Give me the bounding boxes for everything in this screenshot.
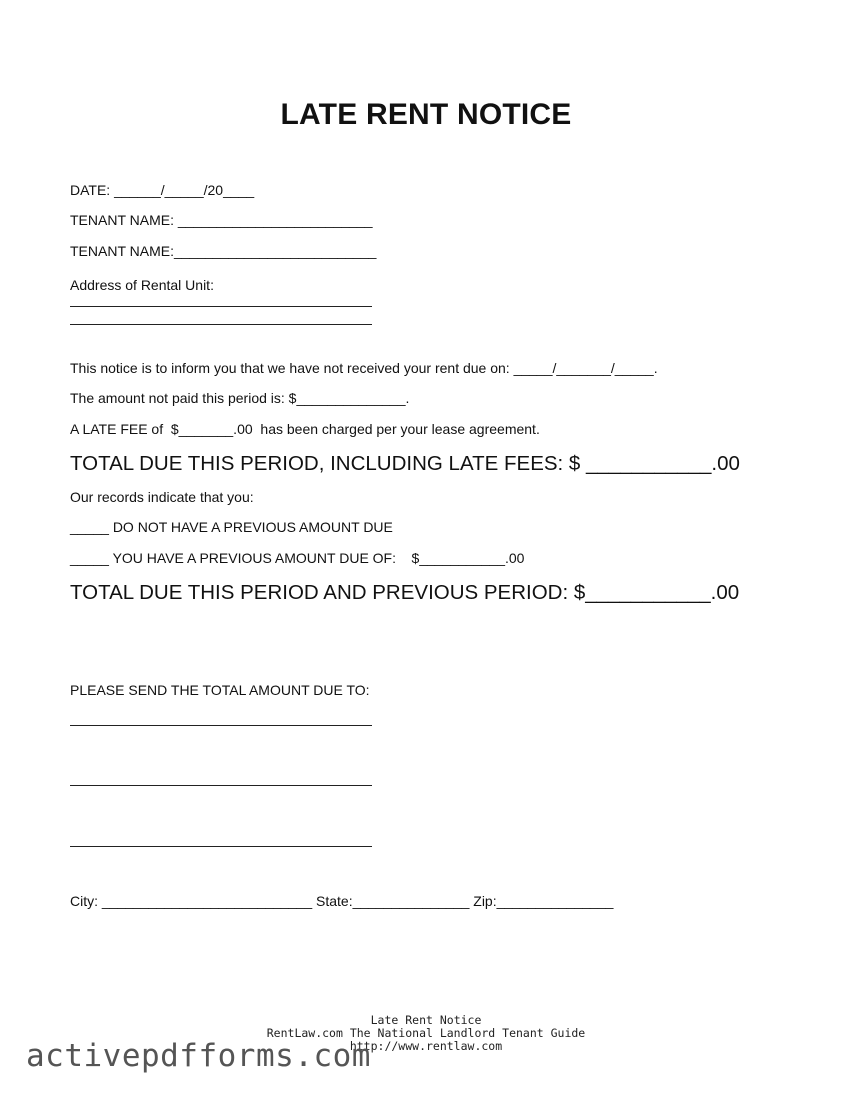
send-to-label: PLEASE SEND THE TOTAL AMOUNT DUE TO: xyxy=(70,682,370,698)
total-due-with-late-fees: TOTAL DUE THIS PERIOD, INCLUDING LATE FEES: $ ___________.00 xyxy=(70,452,740,475)
records-intro: Our records indicate that you: xyxy=(70,489,254,505)
option-previous-amount: _____ YOU HAVE A PREVIOUS AMOUNT DUE OF: $___________.00 xyxy=(70,550,525,566)
amount-not-paid: The amount not paid this period is: $______________. xyxy=(70,390,410,406)
option-no-previous-amount: _____ DO NOT HAVE A PREVIOUS AMOUNT DUE xyxy=(70,519,393,535)
address-label: Address of Rental Unit: xyxy=(70,277,214,293)
late-fee-statement: A LATE FEE of $_______.00 has been charged per your lease agreement. xyxy=(70,421,540,437)
address-line-2 xyxy=(70,324,372,325)
document-title: LATE RENT NOTICE xyxy=(280,98,572,131)
city-state-zip: City: ___________________________ State:_______________ Zip:_______________ xyxy=(70,893,614,909)
address-line-1 xyxy=(70,306,372,307)
footer-title: Late Rent Notice xyxy=(370,1013,482,1027)
total-due-both-periods: TOTAL DUE THIS PERIOD AND PREVIOUS PERIOD: $___________.00 xyxy=(70,581,740,604)
watermark: activepdfforms.com xyxy=(26,1038,371,1074)
send-to-line-3 xyxy=(70,846,372,847)
footer-subtitle: RentLaw.com The National Landlord Tenant Guide xyxy=(266,1026,586,1040)
footer-url[interactable]: http://www.rentlaw.com xyxy=(349,1039,503,1053)
tenant-name-field-1: TENANT NAME: _________________________ xyxy=(70,212,373,228)
notice-statement: This notice is to inform you that we have not received your rent due on: _____/_______/_____. xyxy=(70,360,658,376)
send-to-line-1 xyxy=(70,725,372,726)
tenant-name-field-2: TENANT NAME:__________________________ xyxy=(70,243,377,259)
date-field: DATE: ______/_____/20____ xyxy=(70,182,255,198)
send-to-line-2 xyxy=(70,785,372,786)
